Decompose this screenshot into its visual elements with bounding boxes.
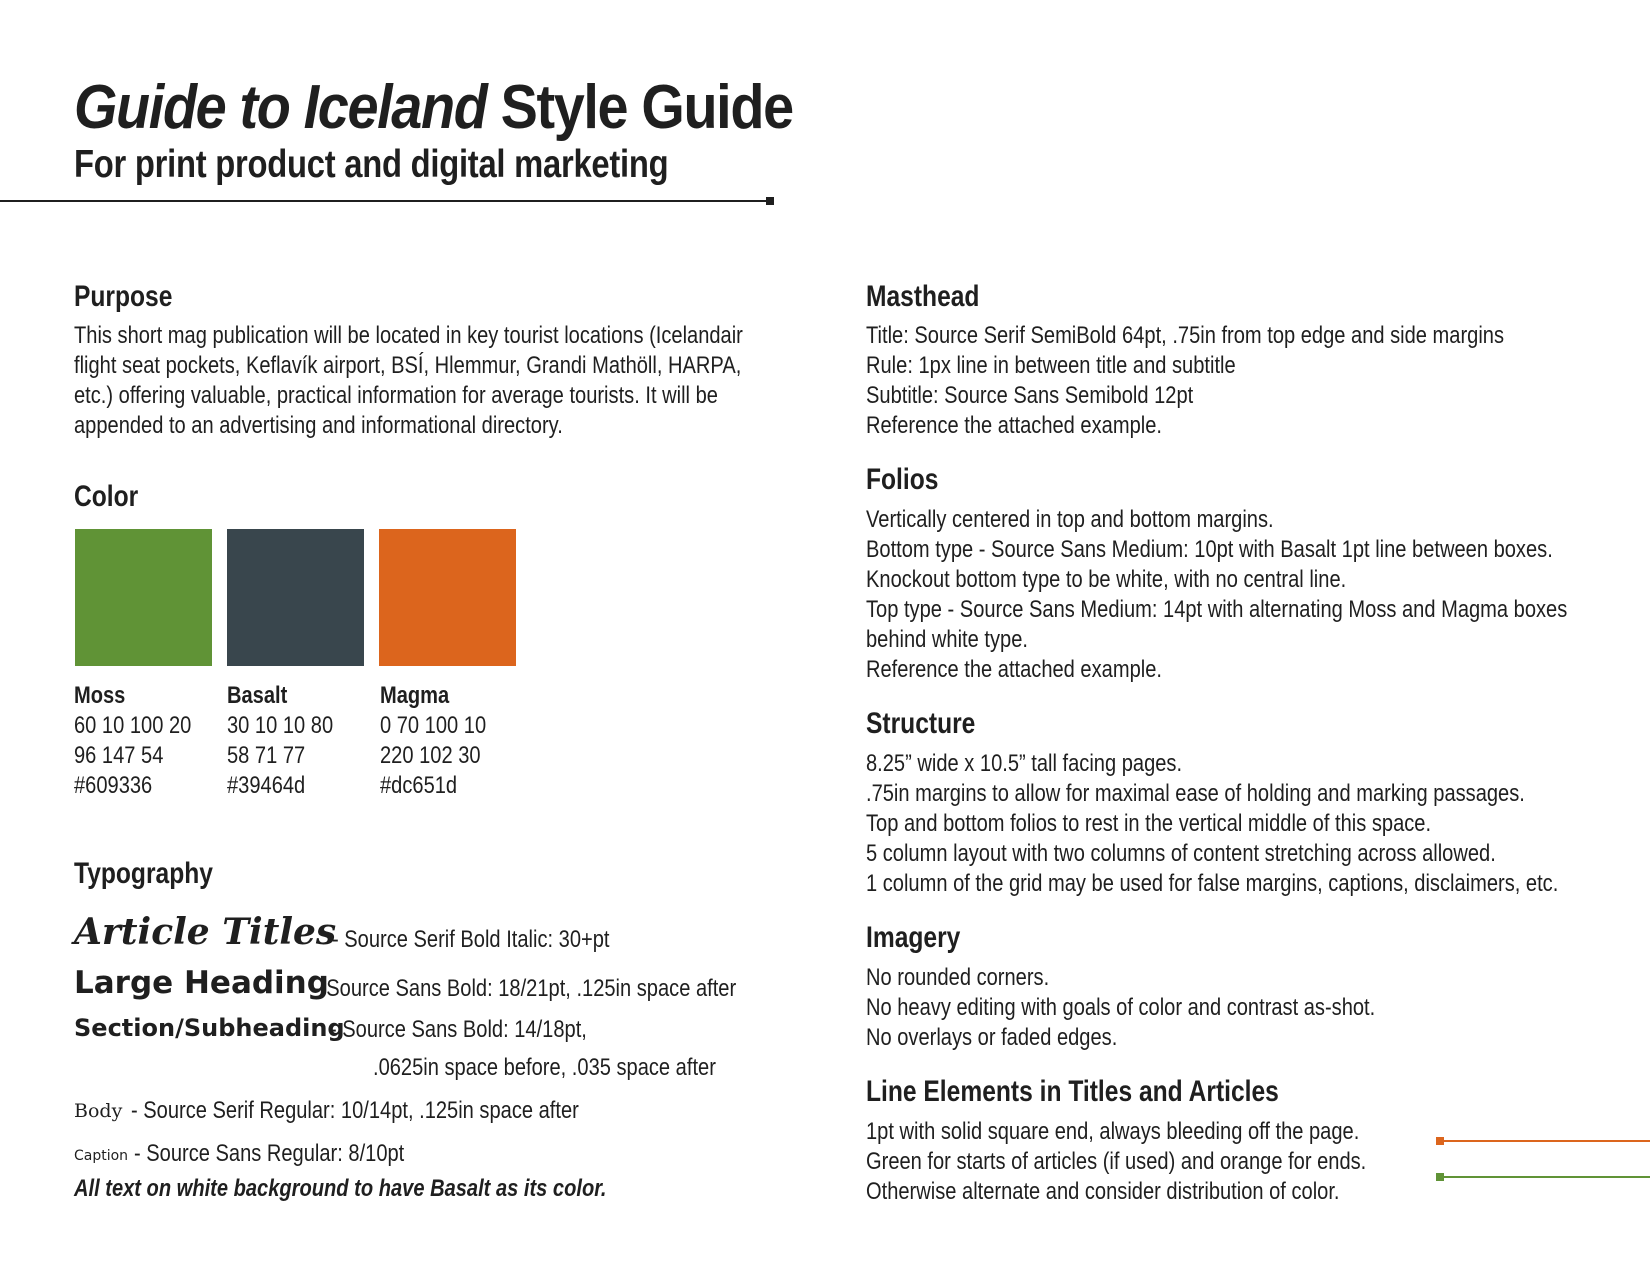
swatch-moss xyxy=(75,529,212,666)
swatch-rgb: 58 71 77 xyxy=(227,742,306,769)
folios-line: Knockout bottom type to be white, with no central line. xyxy=(866,566,1347,593)
purpose-heading: Purpose xyxy=(74,280,173,313)
article-title-sample-text: Article Titles xyxy=(74,911,337,953)
purpose-line: flight seat pockets, Keflavík airport, BSÍ, Hlemmur, Grandi Mathöll, HARPA, xyxy=(74,352,742,379)
orange-line-sample xyxy=(1440,1140,1650,1142)
section-heading-desc: - Source Sans Bold: 14/18pt, xyxy=(330,1016,587,1043)
structure-line: .75in margins to allow for maximal ease of holding and marking passages. xyxy=(866,780,1525,807)
large-heading-desc: - Source Sans Bold: 18/21pt, .125in space after xyxy=(314,975,737,1002)
article-title-sample xyxy=(74,911,336,953)
basalt-note: All text on white background to have Basalt as its color. xyxy=(74,1175,607,1202)
imagery-text xyxy=(866,963,1375,1053)
line-elements-line: 1pt with solid square end, always bleeding off the page. xyxy=(866,1118,1360,1145)
title-italic: Guide to Iceland xyxy=(74,73,487,142)
structure-line: Top and bottom folios to rest in the vertical middle of this space. xyxy=(866,810,1432,837)
large-heading-sample: Large Heading xyxy=(74,965,329,1001)
imagery-line: No heavy editing with goals of color and contrast as-shot. xyxy=(866,994,1376,1021)
swatch-cmyk: 0 70 100 10 xyxy=(380,712,487,739)
swatch-cmyk: 30 10 10 80 xyxy=(227,712,334,739)
imagery-line: No rounded corners. xyxy=(866,964,1050,991)
line-elements-line: Green for starts of articles (if used) and orange for ends. xyxy=(866,1148,1367,1175)
structure-line: 1 column of the grid may be used for false margins, captions, disclaimers, etc. xyxy=(866,870,1559,897)
green-line-sample xyxy=(1440,1176,1650,1178)
masthead-text xyxy=(866,321,1504,441)
masthead-line: Rule: 1px line in between title and subtitle xyxy=(866,352,1236,379)
title-rest: Style Guide xyxy=(486,73,793,142)
structure-text xyxy=(866,749,1558,899)
folios-line: Top type - Source Sans Medium: 14pt with alternating Moss and Magma boxes xyxy=(866,596,1568,623)
swatch-hex: #39464d xyxy=(227,772,306,799)
masthead-rule xyxy=(0,200,772,202)
swatch-magma xyxy=(379,529,516,666)
swatch-name: Moss xyxy=(74,682,126,709)
caption-sample: Caption xyxy=(74,1148,129,1164)
caption-desc: - Source Sans Regular: 8/10pt xyxy=(134,1140,405,1167)
masthead-line: Title: Source Serif SemiBold 64pt, .75in from top edge and side margins xyxy=(866,322,1505,349)
purpose-line: This short mag publication will be located in key tourist locations (Icelandair xyxy=(74,322,743,349)
swatch-rgb: 220 102 30 xyxy=(380,742,481,769)
line-elements-heading: Line Elements in Titles and Articles xyxy=(866,1075,1279,1108)
article-title-desc: - Source Serif Bold Italic: 30+pt xyxy=(332,926,610,953)
folios-text xyxy=(866,505,1567,685)
swatch-name: Magma xyxy=(380,682,450,709)
structure-heading: Structure xyxy=(866,707,976,740)
folios-line: Reference the attached example. xyxy=(866,656,1162,683)
swatch-hex: #609336 xyxy=(74,772,153,799)
purpose-line: appended to an advertising and informational directory. xyxy=(74,412,563,439)
swatch-label-moss xyxy=(74,681,191,801)
folios-heading: Folios xyxy=(866,463,939,496)
swatch-hex: #dc651d xyxy=(380,772,458,799)
swatch-cmyk: 60 10 100 20 xyxy=(74,712,192,739)
page-subtitle: For print product and digital marketing xyxy=(74,143,669,186)
typography-heading: Typography xyxy=(74,857,213,890)
purpose-text xyxy=(74,321,743,441)
structure-line: 5 column layout with two columns of content stretching across allowed. xyxy=(866,840,1496,867)
swatch-label-basalt xyxy=(227,681,333,801)
page-title xyxy=(74,72,793,143)
section-heading-sample: Section/Subheading xyxy=(74,1014,345,1042)
structure-line: 8.25” wide x 10.5” tall facing pages. xyxy=(866,750,1183,777)
color-heading: Color xyxy=(74,480,139,513)
masthead-rule-end-square xyxy=(766,197,774,205)
section-heading-desc-2: .0625in space before, .035 space after xyxy=(373,1054,716,1081)
purpose-line: etc.) offering valuable, practical information for average tourists. It will be xyxy=(74,382,718,409)
swatch-label-magma xyxy=(380,681,486,801)
folios-line: Bottom type - Source Sans Medium: 10pt with Basalt 1pt line between boxes. xyxy=(866,536,1553,563)
swatch-basalt xyxy=(227,529,364,666)
folios-line: behind white type. xyxy=(866,626,1028,653)
line-elements-line: Otherwise alternate and consider distribution of color. xyxy=(866,1178,1340,1205)
body-desc: - Source Serif Regular: 10/14pt, .125in space after xyxy=(131,1097,579,1124)
body-sample: Body xyxy=(74,1100,123,1122)
imagery-heading: Imagery xyxy=(866,921,961,954)
masthead-heading: Masthead xyxy=(866,280,980,313)
masthead-line: Subtitle: Source Sans Semibold 12pt xyxy=(866,382,1194,409)
line-elements-text xyxy=(866,1117,1366,1207)
swatch-name: Basalt xyxy=(227,682,288,709)
swatch-rgb: 96 147 54 xyxy=(74,742,164,769)
folios-line: Vertically centered in top and bottom margins. xyxy=(866,506,1274,533)
masthead-line: Reference the attached example. xyxy=(866,412,1162,439)
imagery-line: No overlays or faded edges. xyxy=(866,1024,1118,1051)
